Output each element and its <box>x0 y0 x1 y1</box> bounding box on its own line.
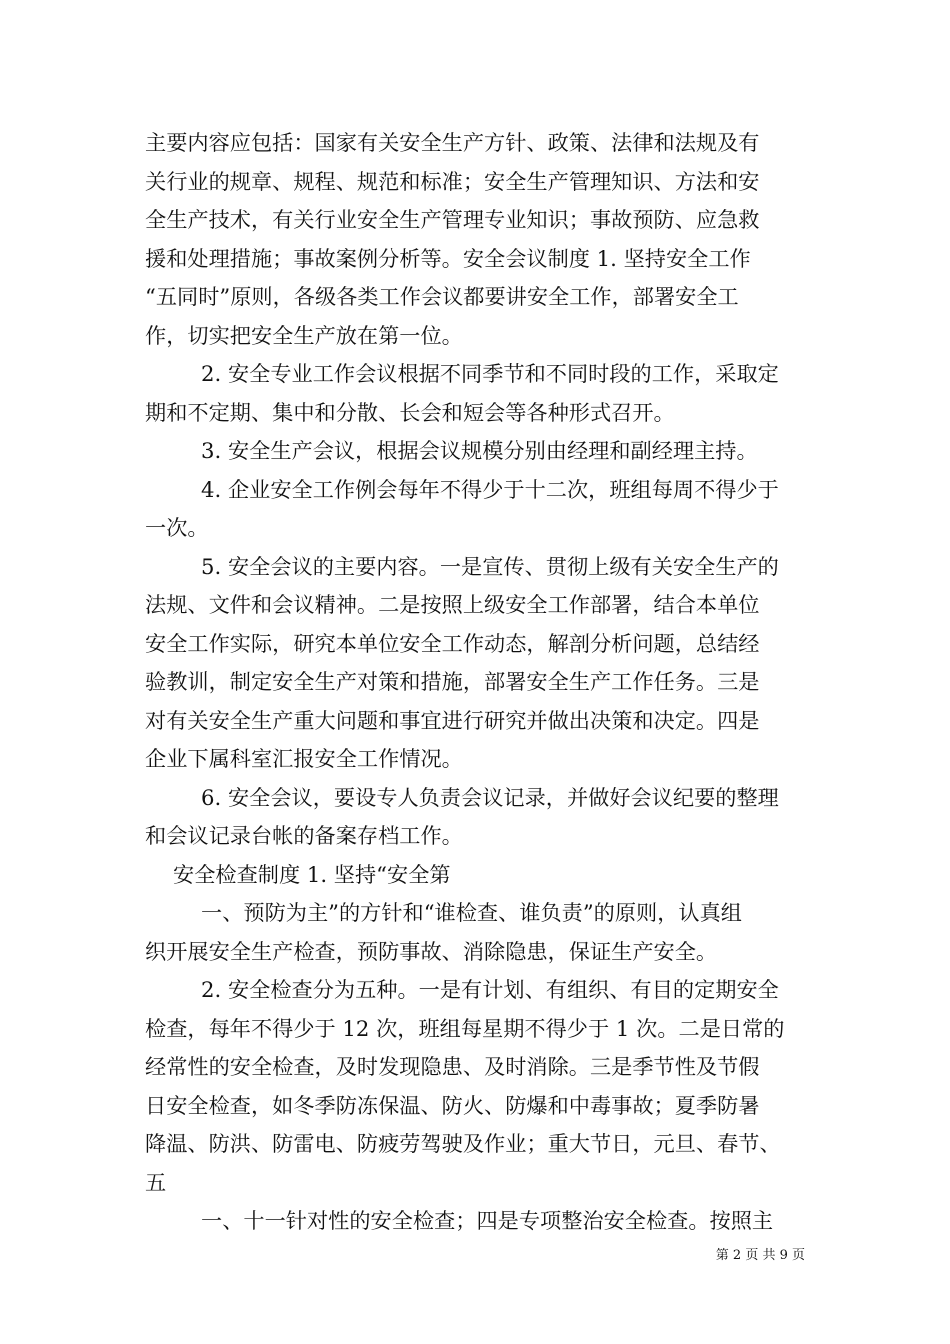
text-line: 6. 安全会议，要设专人负责会议记录，并做好会议纪要的整理 <box>201 784 779 810</box>
text-line: 4. 企业安全工作例会每年不得少于十二次，班组每周不得少于 <box>201 476 779 502</box>
text-line: 安全检查制度 1. 坚持“安全第 <box>173 861 451 887</box>
text-line: 和会议记录台帐的备案存档工作。 <box>145 823 463 848</box>
text-line: 经常性的安全检查，及时发现隐患、及时消除。三是季节性及节假 <box>145 1054 760 1079</box>
text-line: 安全工作实际，研究本单位安全工作动态，解剖分析问题，总结经 <box>145 630 760 656</box>
text-line: 2. 安全检查分为五种。一是有计划、有组织、有目的定期安全 <box>201 977 779 1002</box>
text-line: 全生产技术，有关行业安全生产管理专业知识；事故预防、应急救 <box>145 207 760 232</box>
page-footer: 第 2 页 共 9 页 <box>715 1248 805 1263</box>
text-line: 检查，每年不得少于 12 次，班组每星期不得少于 1 次。二是日常的 <box>145 1015 785 1041</box>
text-line: 一、十一针对性的安全检查；四是专项整治安全检查。按照主 <box>201 1208 774 1233</box>
text-line: “五同时”原则，各级各类工作会议都要讲安全工作，部署安全工 <box>145 284 739 309</box>
text-line: 一、预防为主”的方针和“谁检查、谁负责”的原则，认真组 <box>201 900 742 925</box>
text-line: 作，切实把安全生产放在第一位。 <box>145 322 463 348</box>
text-line: 日安全检查，如冬季防冻保温、防火、防爆和中毒事故；夏季防暑 <box>145 1092 760 1118</box>
text-line: 企业下属科室汇报安全工作情况。 <box>145 746 463 771</box>
text-line: 五 <box>145 1169 167 1195</box>
text-line: 2. 安全专业工作会议根据不同季节和不同时段的工作，采取定 <box>201 361 779 386</box>
text-line: 主要内容应包括：国家有关安全生产方针、政策、法律和法规及有 <box>145 130 760 155</box>
text-line: 验教训，制定安全生产对策和措施，部署安全生产工作任务。三是 <box>145 669 760 694</box>
text-line: 法规、文件和会议精神。二是按照上级安全工作部署，结合本单位 <box>145 592 760 617</box>
text-line: 对有关安全生产重大问题和事宜进行研究并做出决策和决定。四是 <box>145 707 760 733</box>
text-line: 援和处理措施；事故案例分析等。安全会议制度 1. 坚持安全工作 <box>145 245 751 271</box>
text-line: 关行业的规章、规程、规范和标准；安全生产管理知识、方法和安 <box>145 168 760 194</box>
document-body <box>145 124 810 1241</box>
text-line: 降温、防洪、防雷电、防疲劳驾驶及作业；重大节日，元旦、春节、 <box>145 1131 781 1156</box>
text-line: 一次。 <box>145 515 209 540</box>
text-line: 织开展安全生产检查，预防事故、消除隐患，保证生产安全。 <box>145 938 718 964</box>
text-line: 5. 安全会议的主要内容。一是宣传、贯彻上级有关安全生产的 <box>201 553 779 579</box>
text-line: 3. 安全生产会议，根据会议规模分别由经理和副经理主持。 <box>201 438 758 463</box>
text-line: 期和不定期、集中和分散、长会和短会等各种形式召开。 <box>145 399 675 425</box>
